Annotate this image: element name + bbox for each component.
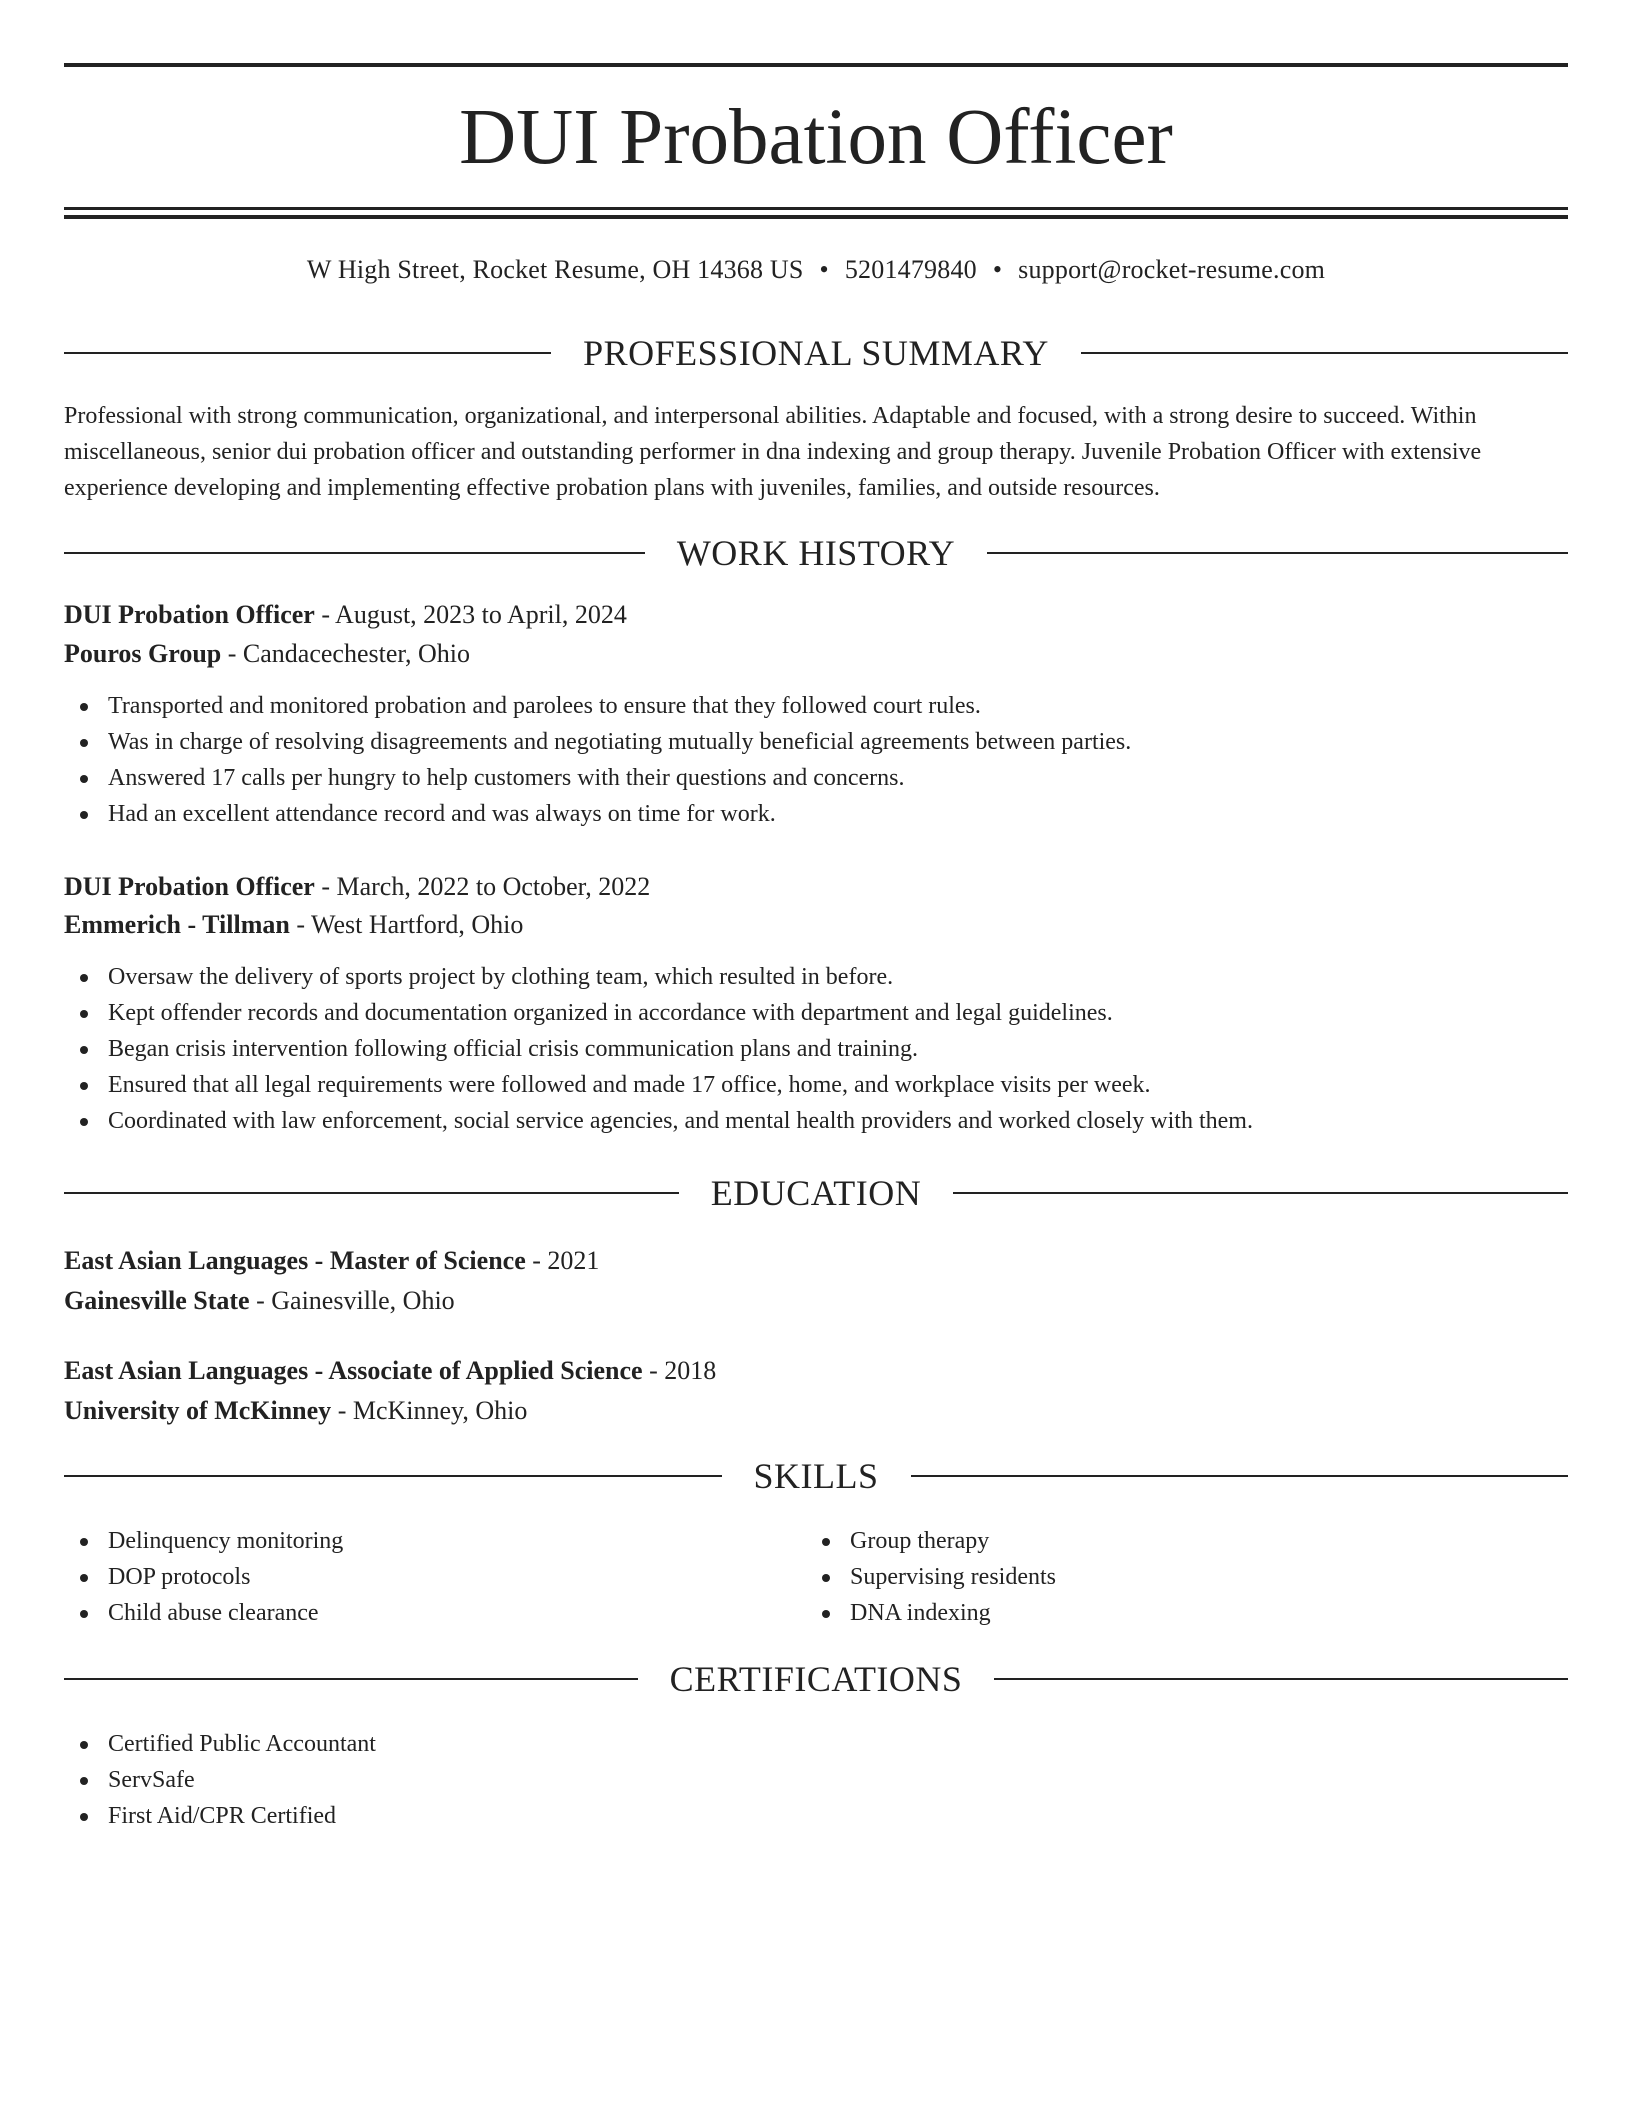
job-location: West Hartford, Ohio bbox=[311, 910, 524, 939]
job-duties-list bbox=[64, 959, 1568, 1139]
education-school-line: University of McKinney - McKinney, Ohio bbox=[64, 1396, 528, 1425]
heading-rule-left bbox=[64, 1678, 638, 1680]
work-section-heading bbox=[64, 531, 1568, 575]
certifications-title: CERTIFICATIONS bbox=[669, 1659, 963, 1699]
job-dates: August, 2023 to April, 2024 bbox=[335, 600, 627, 629]
skills-section-heading bbox=[64, 1454, 1568, 1498]
header-double-rule-lower bbox=[64, 215, 1568, 219]
job-title-line: DUI Probation Officer - August, 2023 to April, 2024 bbox=[64, 600, 627, 629]
resume-name: DUI Probation Officer bbox=[459, 94, 1173, 181]
heading-rule-left bbox=[64, 1192, 679, 1194]
job-duty-item: Coordinated with law enforcement, social service agencies, and mental health providers and worked closely with them. bbox=[64, 1103, 1568, 1139]
heading-rule-left bbox=[64, 552, 645, 554]
heading-rule-right bbox=[994, 1678, 1568, 1680]
job-duty-item: Began crisis intervention following official crisis communication plans and training. bbox=[64, 1031, 1568, 1067]
education-school: Gainesville State bbox=[64, 1286, 250, 1315]
job-role: DUI Probation Officer bbox=[64, 600, 315, 629]
job-duties-list bbox=[64, 688, 1568, 832]
heading-rule-left bbox=[64, 1475, 722, 1477]
summary-section-heading bbox=[64, 331, 1568, 375]
job-duty-item: Had an excellent attendance record and was always on time for work. bbox=[64, 796, 1568, 832]
summary-title: PROFESSIONAL SUMMARY bbox=[583, 333, 1049, 373]
job-title-line: DUI Probation Officer - March, 2022 to October, 2022 bbox=[64, 872, 651, 901]
education-degree-line: East Asian Languages - Master of Science - 2021 bbox=[64, 1246, 600, 1275]
heading-rule-left bbox=[64, 352, 551, 354]
job-location: Candacechester, Ohio bbox=[242, 639, 471, 668]
work-title: WORK HISTORY bbox=[676, 533, 956, 573]
summary-text: Professional with strong communication, organizational, and interpersonal abilities. Adaptable and focused, with a strong desire to succeed. Within miscellaneous, senior dui probation officer and outstanding performer in dna indexing and group therapy. Juvenile Probation Officer with extensive experience developing and implementing effective probation plans with juveniles, families, and outside resources. bbox=[64, 403, 1482, 501]
certification-item: ServSafe bbox=[64, 1762, 1568, 1798]
skill-item: DNA indexing bbox=[806, 1595, 1546, 1631]
skill-item: Group therapy bbox=[806, 1523, 1546, 1559]
heading-rule-right bbox=[953, 1192, 1568, 1194]
education-location: Gainesville, Ohio bbox=[271, 1286, 455, 1315]
header-double-rule-upper bbox=[64, 207, 1568, 210]
job-role: DUI Probation Officer bbox=[64, 872, 315, 901]
job-duty-item: Ensured that all legal requirements were followed and made 17 office, home, and workplace visits per week. bbox=[64, 1067, 1568, 1103]
job-duty-item: Was in charge of resolving disagreements and negotiating mutually beneficial agreements between parties. bbox=[64, 724, 1568, 760]
education-year: 2018 bbox=[664, 1356, 717, 1385]
skills-title: SKILLS bbox=[753, 1456, 879, 1496]
education-degree: East Asian Languages - Associate of Applied Science bbox=[64, 1356, 643, 1385]
header-top-rule bbox=[64, 63, 1568, 67]
education-year: 2021 bbox=[547, 1246, 600, 1275]
education-degree: East Asian Languages - Master of Science bbox=[64, 1246, 526, 1275]
certification-item: Certified Public Accountant bbox=[64, 1726, 1568, 1762]
job-duty-item: Transported and monitored probation and parolees to ensure that they followed court rules. bbox=[64, 688, 1568, 724]
skills-list-right bbox=[806, 1523, 1546, 1631]
contact-separator: • bbox=[819, 255, 829, 284]
heading-rule-right bbox=[987, 552, 1568, 554]
skill-item: Delinquency monitoring bbox=[64, 1523, 804, 1559]
job-company: Pouros Group bbox=[64, 639, 222, 668]
job-company: Emmerich - Tillman bbox=[64, 910, 290, 939]
job-duty-item: Oversaw the delivery of sports project by clothing team, which resulted in before. bbox=[64, 959, 1568, 995]
contact-phone: 5201479840 bbox=[844, 255, 977, 284]
contact-separator: • bbox=[992, 255, 1003, 284]
education-section-heading bbox=[64, 1171, 1568, 1215]
certifications-list bbox=[64, 1726, 1568, 1834]
education-school: University of McKinney bbox=[64, 1396, 332, 1425]
job-dates: March, 2022 to October, 2022 bbox=[336, 872, 651, 901]
certification-item: First Aid/CPR Certified bbox=[64, 1798, 1568, 1834]
skill-item: Child abuse clearance bbox=[64, 1595, 804, 1631]
education-location: McKinney, Ohio bbox=[352, 1396, 528, 1425]
heading-rule-right bbox=[1081, 352, 1568, 354]
skill-item: DOP protocols bbox=[64, 1559, 804, 1595]
job-company-line: Emmerich - Tillman - West Hartford, Ohio bbox=[64, 910, 524, 939]
education-title: EDUCATION bbox=[710, 1173, 922, 1213]
heading-rule-right bbox=[911, 1475, 1569, 1477]
job-company-line: Pouros Group - Candacechester, Ohio bbox=[64, 639, 471, 668]
contact-email: support@rocket-resume.com bbox=[1018, 255, 1326, 284]
job-duty-item: Answered 17 calls per hungry to help customers with their questions and concerns. bbox=[64, 760, 1568, 796]
certifications-section-heading bbox=[64, 1657, 1568, 1701]
education-degree-line: East Asian Languages - Associate of Applied Science - 2018 bbox=[64, 1356, 717, 1385]
contact-address: W High Street, Rocket Resume, OH 14368 US bbox=[306, 255, 804, 284]
job-duty-item: Kept offender records and documentation organized in accordance with department and legal guidelines. bbox=[64, 995, 1568, 1031]
skills-list-left bbox=[64, 1523, 804, 1631]
education-school-line: Gainesville State - Gainesville, Ohio bbox=[64, 1286, 455, 1315]
skill-item: Supervising residents bbox=[806, 1559, 1546, 1595]
contact-line bbox=[64, 252, 1568, 288]
